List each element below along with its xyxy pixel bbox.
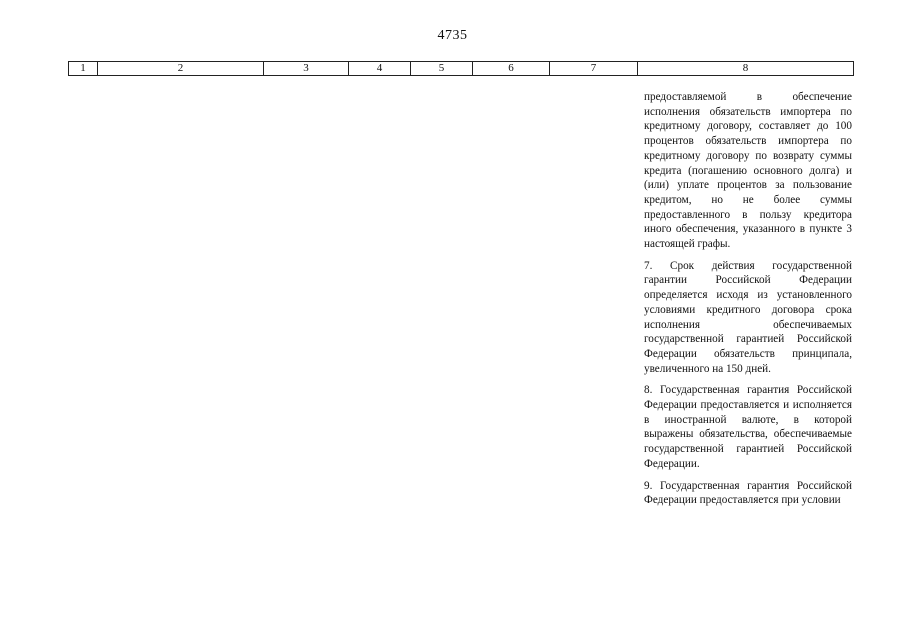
column-number-3: 3 (264, 62, 349, 76)
column-number-2: 2 (98, 62, 264, 76)
column-8-text (644, 90, 852, 515)
column-number-4: 4 (349, 62, 411, 76)
paragraph-7: 7. Срок действия государственной гарантии Российской Федерации определяется исходя из установленного условиями кредитного договора срока исполнения обеспечиваемых государственной гарантией Российской Федерации обязательств принципала, увеличенного на 150 дней. (644, 259, 852, 375)
paragraph-continuation: предоставляемой в обеспечение исполнения обязательств импортера по кредитному договору, составляет до 100 процентов обязательств импортера по кредитному договору по возврату суммы кредита (погашению основного долга) и (или) уплате процентов за пользование кредитом, но не более суммы предоставленного в пользу кредитора иного обеспечения, указанного в пункте 3 настоящей графы. (644, 91, 852, 251)
page-number: 4735 (437, 28, 468, 43)
column-number-header-row (68, 61, 854, 76)
paragraph-9: 9. Государственная гарантия Российской Федерации предоставляется при условии (644, 479, 852, 507)
column-number-5: 5 (411, 62, 473, 76)
column-number-7: 7 (550, 62, 638, 76)
column-number-1: 1 (69, 62, 98, 76)
column-number-6: 6 (473, 62, 550, 76)
paragraph-8: 8. Государственная гарантия Российской Федерации предоставляется и исполняется в иностранной валюте, в которой выражены обязательства, обеспечиваемые государственной гарантией Российской Федерации. (644, 384, 852, 470)
column-number-8: 8 (638, 62, 854, 76)
